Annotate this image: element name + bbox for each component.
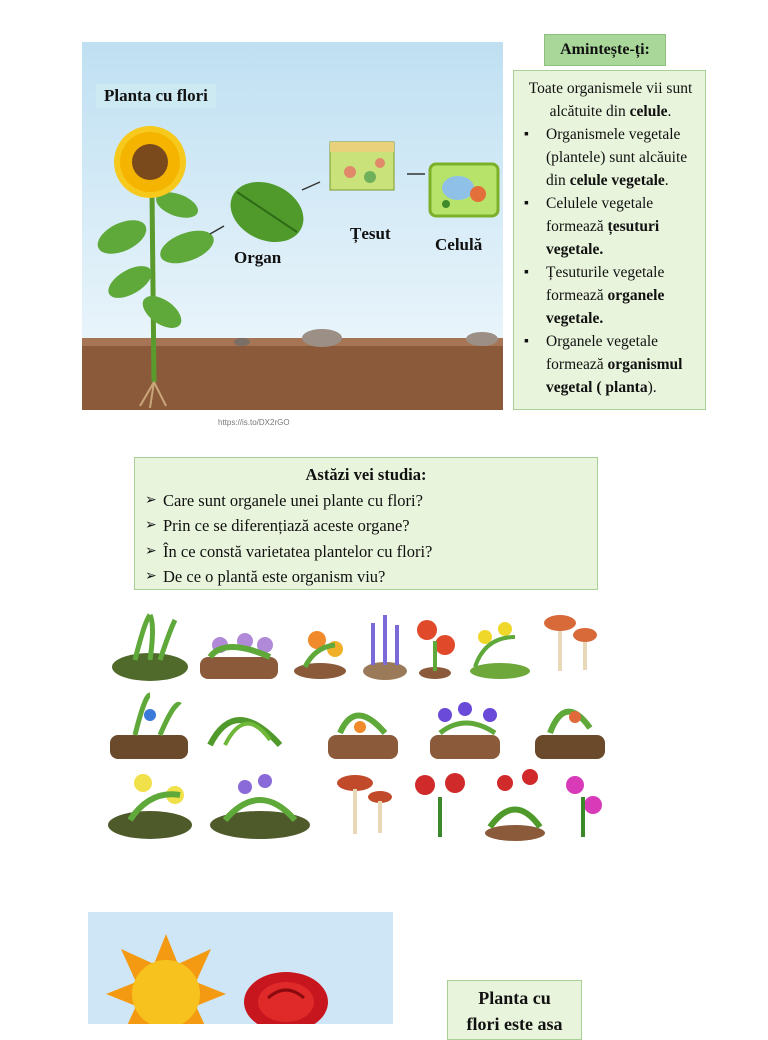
flowering-plants-gallery: [105, 605, 610, 855]
remember-item: ▪ Țesuturile vegetale formează organele vegetale.: [524, 261, 697, 330]
plant-definition-line1: Planta cu: [478, 988, 551, 1008]
question-item: ➢ De ce o plantă este organism viu?: [145, 564, 587, 590]
tissue-label: Țesut: [350, 224, 391, 243]
plant-title-label: Planta cu flori: [96, 84, 216, 108]
sun-rose-illustration: [88, 912, 393, 1024]
remember-item: ▪ Celulele vegetale formează țesuturi vegetale.: [524, 192, 697, 261]
today-box: [134, 457, 598, 590]
source-url[interactable]: https://is.to/DX2rGO: [218, 418, 290, 427]
remember-item: ▪ Organismele vegetale (plantele) sunt alcăuite din celule vegetale.: [524, 123, 697, 192]
remember-title: Amintește-ți:: [544, 34, 666, 66]
plant-definition-box: [447, 980, 582, 1040]
remember-intro: Toate organismele vii sunt alcătuite din celule.: [528, 80, 693, 120]
remember-box: [513, 70, 706, 410]
question-item: ➢ În ce constă varietatea plantelor cu flori?: [145, 539, 587, 565]
question-item: ➢ Prin ce se diferențiază aceste organe?: [145, 513, 587, 539]
organ-label: Organ: [234, 248, 282, 267]
plants-graphic: [105, 605, 610, 855]
cell-label: Celulă: [435, 235, 483, 254]
sun-rose-graphic: [88, 912, 393, 1024]
question-item: ➢ Care sunt organele unei plante cu flori?: [145, 488, 587, 514]
remember-item: ▪ Organele vegetale formează organismul vegetal ( planta).: [524, 330, 697, 399]
plant-definition-line2: flori este asa: [466, 1014, 563, 1034]
today-title: Astăzi vei studia:: [305, 465, 427, 484]
remember-list: [524, 123, 697, 399]
plant-organization-illustration: [82, 42, 503, 410]
